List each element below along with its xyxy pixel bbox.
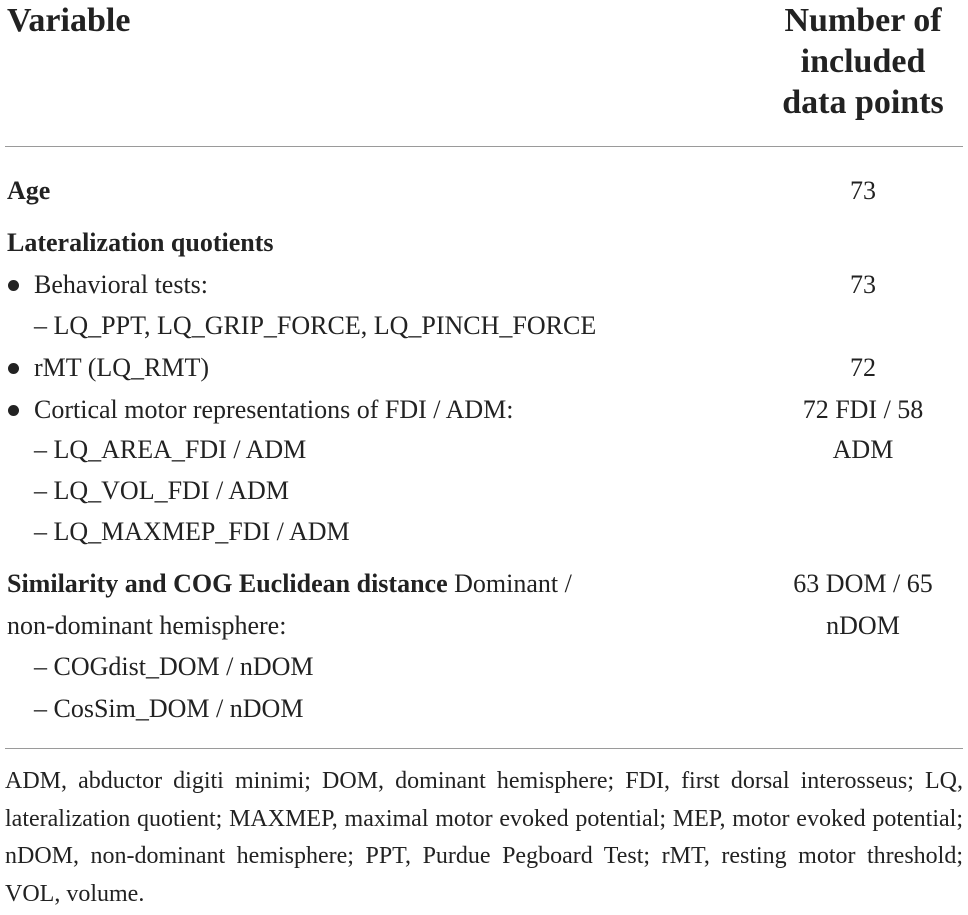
row-cortical-value-line-1: 72 FDI / 58 (802, 395, 924, 424)
row-behavioral-label: Behavioral tests: (34, 270, 209, 299)
header-count-line-2: included (800, 43, 926, 80)
header-count-line-3: data points (782, 84, 944, 121)
row-cortical-label: Cortical motor representations of FDI / ADM: (34, 395, 514, 424)
section-lateralization-heading: Lateralization quotients (7, 228, 274, 257)
row-cortical-sub-maxmep: – LQ_MAXMEP_FDI / ADM (34, 517, 350, 546)
row-similarity-label (7, 571, 572, 597)
row-behavioral-sub: – LQ_PPT, LQ_GRIP_FORCE, LQ_PINCH_FORCE (34, 311, 597, 340)
row-similarity-label-bold: Similarity and COG Euclidean distance (7, 569, 448, 598)
row-similarity-value-line-2: nDOM (826, 611, 900, 640)
bullet-icon (8, 280, 19, 291)
row-behavioral-value: 73 (850, 270, 876, 299)
header-divider (5, 146, 963, 147)
row-similarity-sub-cossim: – CosSim_DOM / nDOM (34, 694, 304, 723)
row-cortical-value-line-2: ADM (832, 435, 894, 464)
row-cortical-sub-area: – LQ_AREA_FDI / ADM (34, 435, 307, 464)
row-age-label: Age (7, 176, 51, 205)
row-cortical-sub-vol: – LQ_VOL_FDI / ADM (34, 476, 289, 505)
row-similarity-label-rest: Dominant / (447, 569, 572, 598)
bullet-icon (8, 363, 19, 374)
row-similarity-value-line-1: 63 DOM / 65 (793, 569, 933, 598)
footer-divider (5, 748, 963, 749)
header-count-line-1: Number of (784, 2, 942, 39)
row-similarity-label-line-2: non-dominant hemisphere: (7, 611, 287, 640)
row-similarity-sub-cogdist: – COGdist_DOM / nDOM (34, 652, 314, 681)
row-rmt-value: 72 (850, 353, 876, 382)
table-footnote: ADM, abductor digiti minimi; DOM, dominant hemisphere; FDI, first dorsal interosseus; LQ, lateralization quotient; MAXMEP, maximal motor evoked potential; MEP, motor evoked potential; nDOM, non-dominant hemisphere; PPT, Purdue Pegboard Test; rMT, resting motor threshold; VOL, volume. (5, 768, 963, 907)
bullet-icon (8, 405, 19, 416)
row-age-value: 73 (850, 176, 876, 205)
row-rmt-label: rMT (LQ_RMT) (34, 353, 210, 382)
header-variable: Variable (7, 2, 131, 39)
